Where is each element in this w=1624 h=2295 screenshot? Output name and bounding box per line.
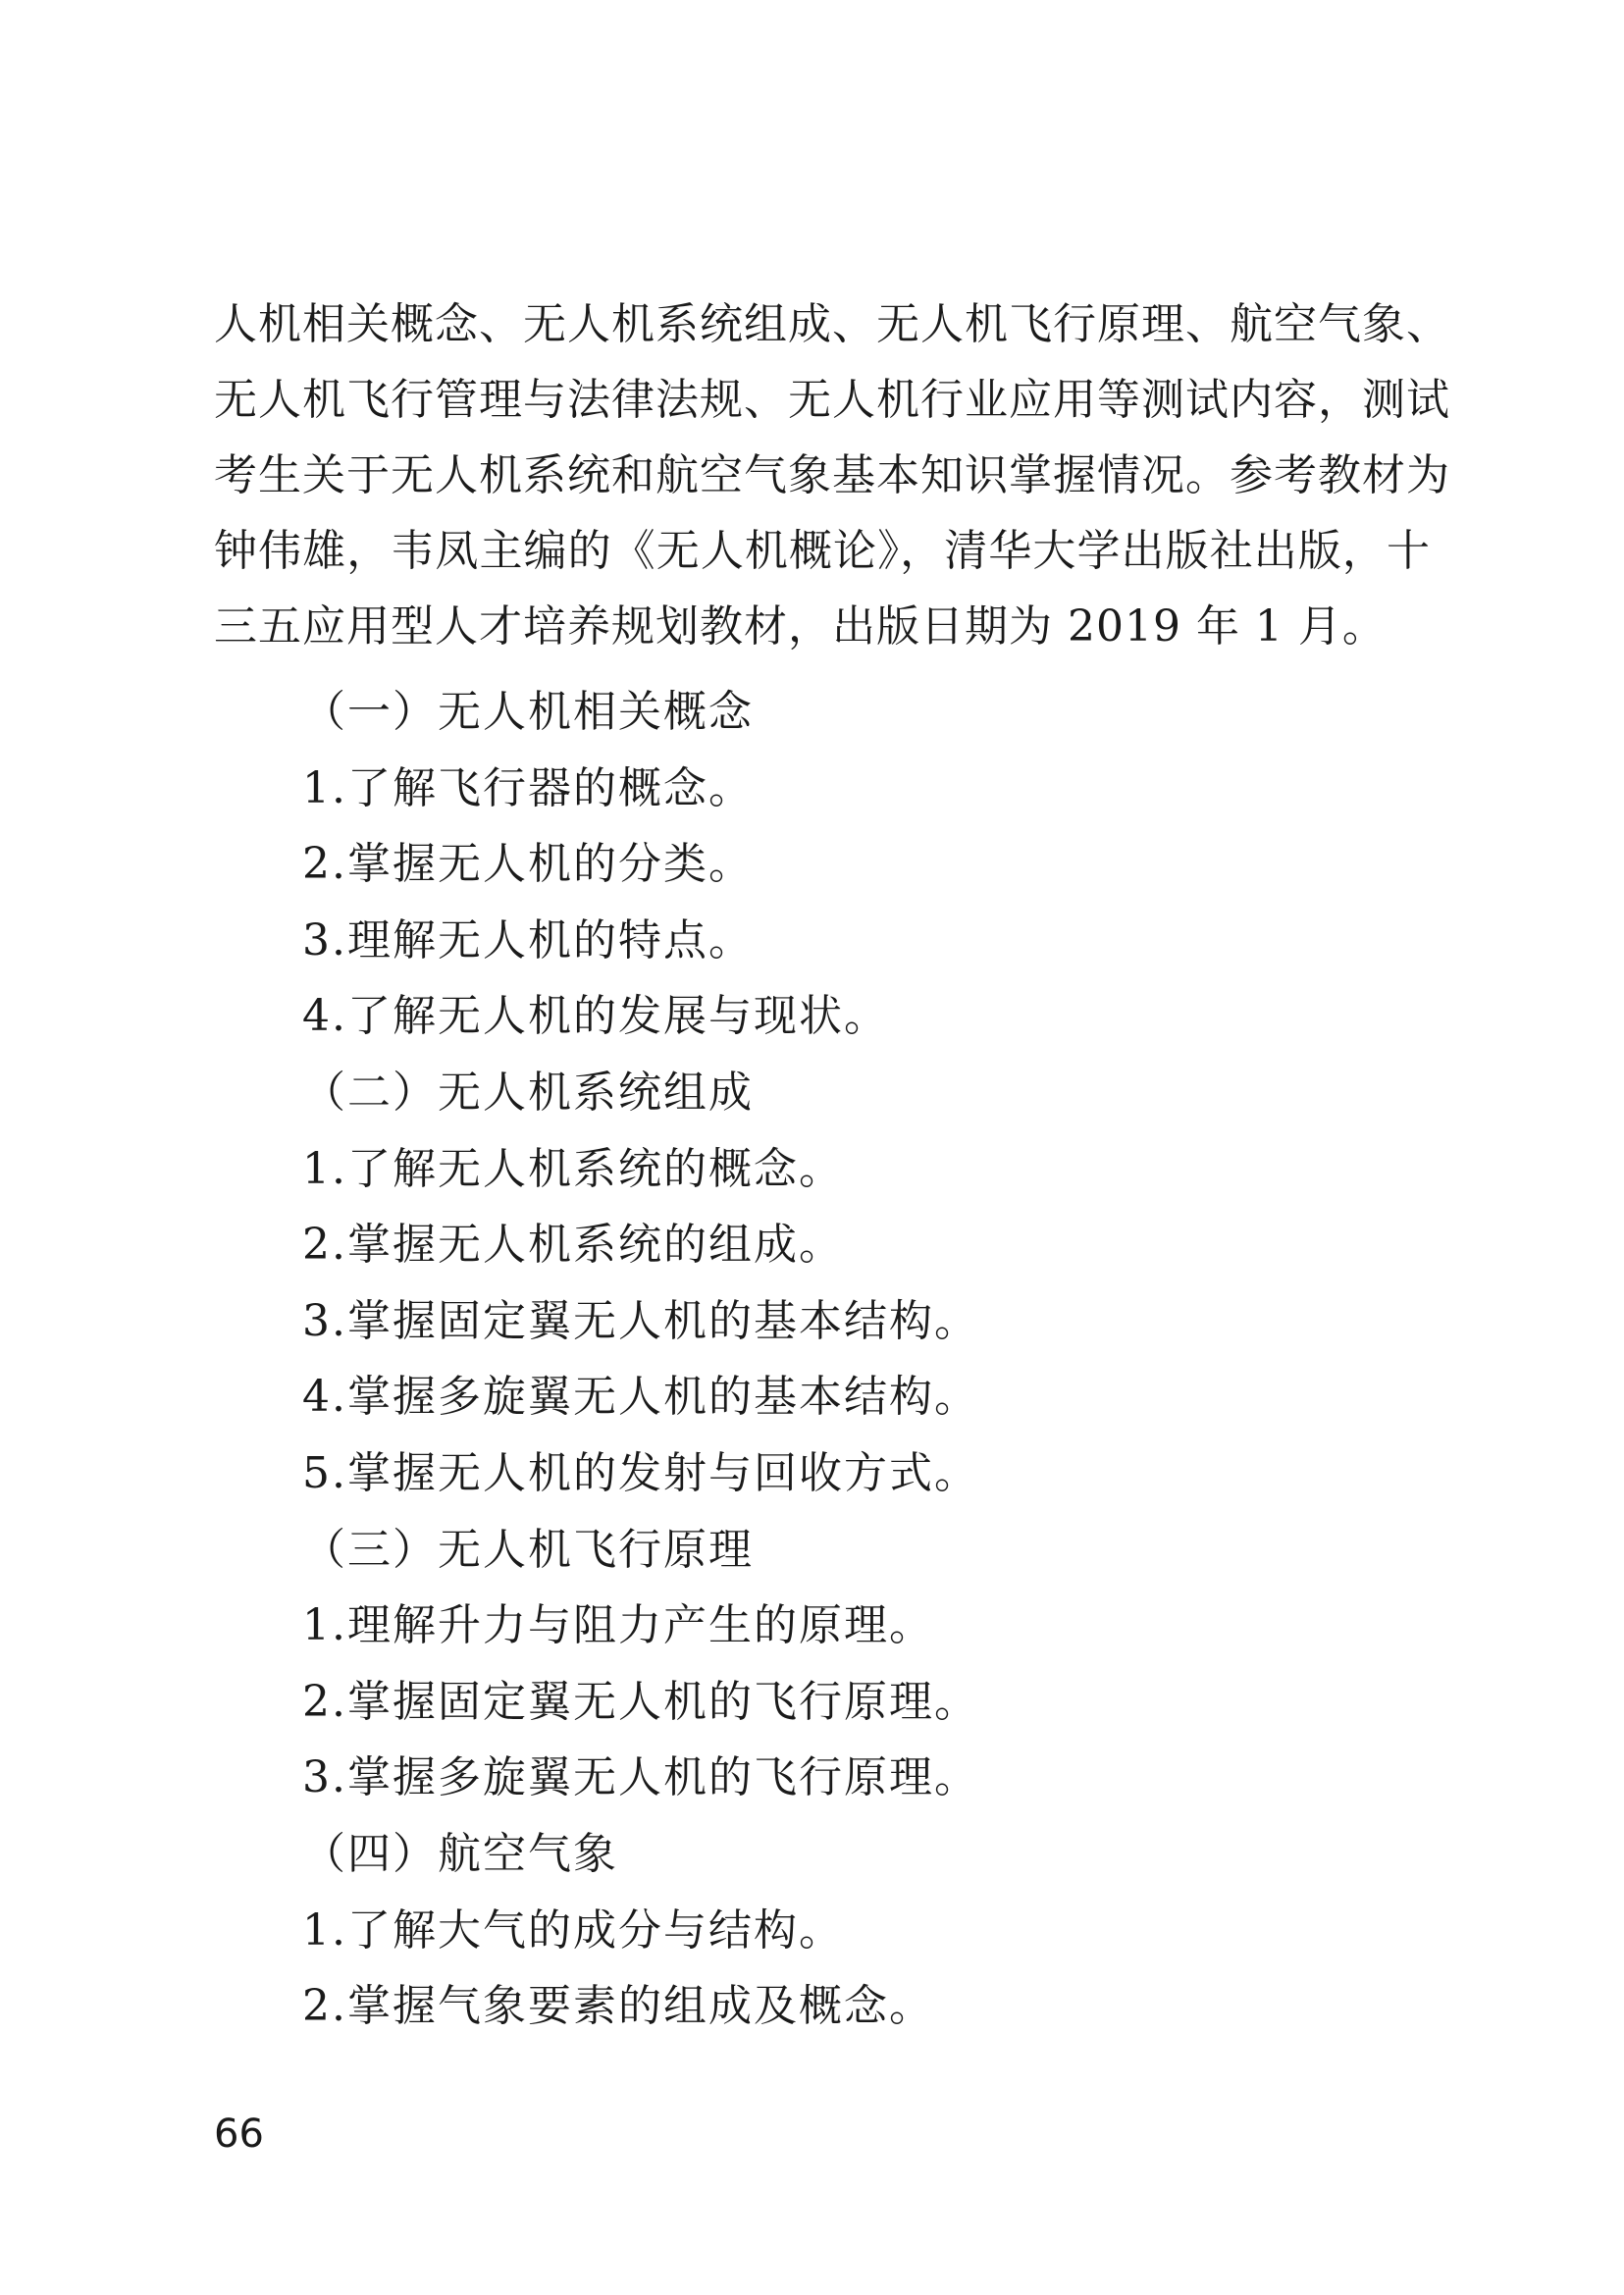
list-item: 3.掌握固定翼无人机的基本结构。 xyxy=(302,1295,979,1346)
list-item: 2.掌握无人机系统的组成。 xyxy=(302,1220,844,1271)
list-item: 5.掌握无人机的发射与回收方式。 xyxy=(302,1447,979,1498)
list-item: 3.掌握多旋翼无人机的飞行原理。 xyxy=(302,1752,979,1803)
intro-line: 考生关于无人机系统和航空气象基本知识掌握情况。参考教材为 xyxy=(214,450,1450,500)
intro-line: 无人机飞行管理与法律法规、无人机行业应用等测试内容，测试 xyxy=(214,375,1450,425)
sections-list xyxy=(302,674,1431,2045)
page-number: 66 xyxy=(214,2112,264,2157)
list-item: 2.掌握固定翼无人机的飞行原理。 xyxy=(302,1676,979,1727)
intro-paragraph xyxy=(214,287,1450,664)
intro-line: 三五应用型人才培养规划教材，出版日期为 2019 年 1 月。 xyxy=(214,601,1387,652)
list-item: 2.掌握无人机的分类。 xyxy=(302,839,754,890)
intro-line: 钟伟雄，韦凤主编的《无人机概论》，清华大学出版社出版，十 xyxy=(214,526,1431,576)
section-heading-uav-system: （二）无人机系统组成 xyxy=(302,1067,754,1118)
intro-line: 人机相关概念、无人机系统组成、无人机飞行原理、航空气象、 xyxy=(214,299,1450,349)
list-item: 1.了解无人机系统的概念。 xyxy=(302,1143,844,1194)
list-item: 3.理解无人机的特点。 xyxy=(302,914,754,965)
section-heading-aviation-meteorology: （四）航空气象 xyxy=(302,1828,618,1879)
list-item: 1.了解大气的成分与结构。 xyxy=(302,1904,844,1956)
list-item: 4.了解无人机的发展与现状。 xyxy=(302,991,889,1042)
list-item: 2.掌握气象要素的组成及概念。 xyxy=(302,1981,934,2032)
list-item: 4.掌握多旋翼无人机的基本结构。 xyxy=(302,1372,979,1423)
section-heading-uav-concepts: （一）无人机相关概念 xyxy=(302,687,754,737)
list-item: 1.理解升力与阻力产生的原理。 xyxy=(302,1600,934,1651)
list-item: 1.了解飞行器的概念。 xyxy=(302,762,754,813)
section-heading-flight-principles: （三）无人机飞行原理 xyxy=(302,1524,754,1575)
